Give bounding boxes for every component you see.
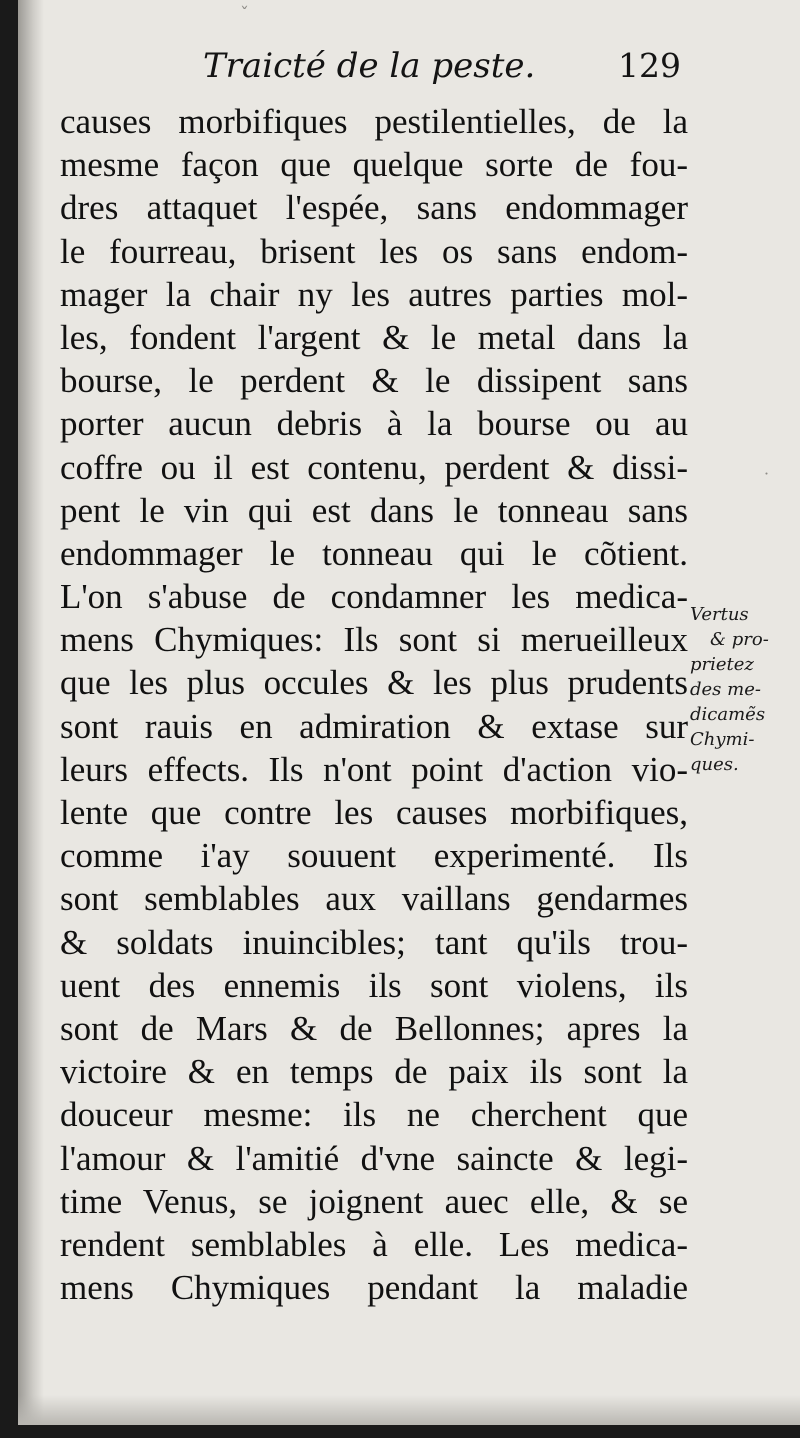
text-line: sont de Mars & de Bellonnes; apres la [60, 1008, 688, 1048]
text-line: uent des ennemis ils sont violens, ils [60, 965, 688, 1005]
text-line: bourse, le perdent & le dissipent sans [60, 361, 688, 401]
gutter-shadow [18, 0, 44, 1425]
body-text [60, 100, 688, 1309]
text-line: rendent semblables à elle. Les medica- [60, 1224, 688, 1264]
margin-note-line: Vertus [690, 604, 749, 625]
text-line: coffre ou il est contenu, perdent & dissi- [60, 447, 688, 487]
text-line: dres attaquet l'espée, sans endommager [60, 188, 688, 228]
text-line: sont semblables aux vaillans gendarmes [60, 879, 688, 919]
text-line: L'on s'abuse de condamner les medica- [60, 577, 688, 617]
text-line: douceur mesme: ils ne cherchent que [60, 1095, 688, 1135]
text-line: l'amour & l'amitié d'vne saincte & legi- [60, 1138, 688, 1178]
text-line: victoire & en temps de paix ils sont la [60, 1052, 688, 1092]
margin-note [690, 602, 798, 777]
text-line: mens Chymiques pendant la maladie [60, 1268, 688, 1308]
text-line: porter aucun debris à la bourse ou au [60, 404, 688, 444]
text-line: les, fondent l'argent & le metal dans la [60, 317, 688, 357]
text-line: comme i'ay souuent experimenté. Ils [60, 836, 688, 876]
text-line: mens Chymiques: Ils sont si merueilleux [60, 620, 688, 660]
text-line: sont rauis en admiration & extase sur [60, 706, 688, 746]
text-line: pent le vin qui est dans le tonneau sans [60, 490, 688, 530]
text-line: causes morbifiques pestilentielles, de la [60, 102, 688, 141]
text-line: lente que contre les causes morbifiques, [60, 793, 688, 832]
margin-note-line: & pro- [710, 629, 769, 650]
margin-note-line: Chymi- [690, 729, 755, 750]
margin-note-line: dicamẽs [690, 704, 766, 725]
ink-mark: ˇ [240, 4, 249, 25]
margin-note-line: prietez [690, 654, 754, 675]
page-edge-shadow [18, 1395, 800, 1425]
text-line: mesme façon que quelque sorte de fou- [60, 145, 688, 185]
book-page [18, 0, 800, 1425]
text-line: que les plus occules & les plus prudents [60, 663, 688, 703]
page-number: 129 [618, 46, 681, 85]
running-title: Traicté de la peste. [203, 46, 536, 86]
text-line: endommager le tonneau qui le cõtient. [60, 533, 688, 573]
margin-note-line: ques. [690, 754, 739, 775]
text-line: le fourreau, brisent les os sans endom- [60, 231, 688, 271]
text-line: time Venus, se joignent auec elle, & se [60, 1181, 688, 1221]
text-line: mager la chair ny les autres parties mol- [60, 274, 688, 314]
ink-mark: ˙ [762, 470, 771, 491]
margin-note-line: des me- [690, 679, 761, 700]
text-line: leurs effects. Ils n'ont point d'action vio- [60, 749, 688, 789]
text-line: & soldats inuincibles; tant qu'ils trou- [60, 922, 688, 962]
